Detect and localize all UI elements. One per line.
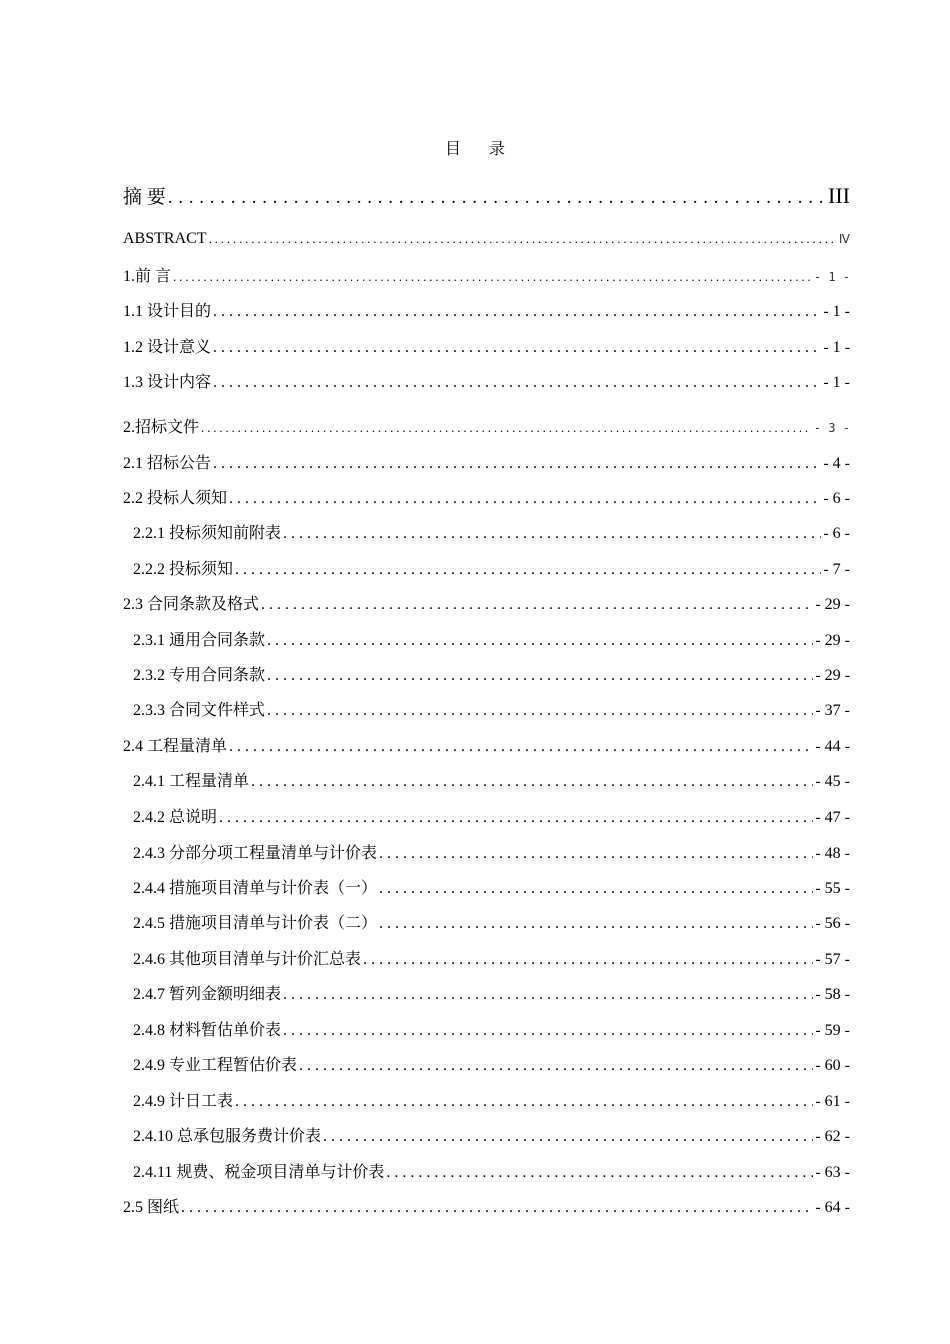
toc-dot-leader	[213, 374, 821, 392]
toc-entry[interactable]	[133, 1159, 850, 1182]
toc-dot-leader	[229, 490, 821, 508]
toc-entry[interactable]	[133, 627, 850, 650]
toc-entry-page-number: - 1 -	[823, 339, 850, 356]
toc-dot-leader	[379, 880, 813, 898]
toc-entry-label: 2.4.1 工程量清单	[133, 773, 250, 790]
toc-entry-page-number: - 29 -	[815, 596, 850, 613]
toc-entry-page-number: - 56 -	[815, 915, 850, 932]
toc-entry[interactable]	[123, 182, 850, 209]
toc-entry-page-number: - 7 -	[823, 561, 850, 578]
toc-entry-label: 2.2.2 投标须知	[133, 561, 234, 578]
toc-entry-label: 2.1 招标公告	[123, 455, 212, 472]
toc-dot-leader	[235, 1093, 813, 1111]
toc-entry-page-number: - 59 -	[815, 1022, 850, 1039]
toc-dot-leader	[173, 269, 812, 285]
toc-entry-page-number: - 62 -	[815, 1128, 850, 1145]
toc-dot-leader	[267, 702, 813, 720]
toc-dot-leader	[379, 915, 813, 933]
toc-entry[interactable]	[123, 263, 850, 286]
toc-entry-page-number: - 63 -	[815, 1164, 850, 1181]
toc-entry-label: 2.4.3 分部分项工程量清单与计价表	[133, 845, 378, 862]
toc-dot-leader	[213, 455, 821, 473]
toc-dot-leader	[379, 845, 813, 863]
toc-entry-page-number: - 44 -	[815, 738, 850, 755]
toc-entry-label: 2.4.9 计日工表	[133, 1093, 234, 1110]
toc-entry-page-number: - 45 -	[815, 773, 850, 790]
toc-entry-page-number: III	[828, 183, 850, 208]
toc-entry-page-number: - 57 -	[815, 951, 850, 968]
toc-entry[interactable]	[133, 840, 850, 863]
toc-entry-label: 2.4 工程量清单	[123, 738, 228, 755]
toc-dot-leader	[219, 809, 813, 827]
toc-entry-label: 2.4.2 总说明	[133, 809, 218, 826]
toc-entry-page-number: - 6 -	[823, 490, 850, 507]
toc-entry[interactable]	[123, 230, 850, 248]
toc-entry[interactable]	[123, 1194, 850, 1217]
toc-entry[interactable]	[133, 910, 850, 933]
toc-entry[interactable]	[133, 520, 850, 543]
toc-entry[interactable]	[123, 591, 850, 614]
toc-dot-leader	[363, 951, 813, 969]
toc-entry[interactable]	[123, 450, 850, 473]
toc-entry-page-number: - 61 -	[815, 1093, 850, 1110]
toc-entry-label: 2.5 图纸	[123, 1199, 180, 1216]
toc-entry[interactable]	[133, 1052, 850, 1075]
toc-dot-leader	[283, 986, 813, 1004]
toc-entry-label: 2.3 合同条款及格式	[123, 596, 260, 613]
toc-entry[interactable]	[123, 298, 850, 321]
toc-entry-page-number: - 58 -	[815, 986, 850, 1003]
toc-dot-leader	[283, 1022, 813, 1040]
toc-entry-page-number: - 29 -	[815, 667, 850, 684]
toc-entry[interactable]	[123, 369, 850, 392]
toc-entry-label: 1.3 设计内容	[123, 374, 212, 391]
toc-dot-leader	[181, 1199, 813, 1217]
toc-entry-page-number: Ⅳ	[838, 232, 850, 246]
toc-entry-label: 摘 要	[123, 187, 166, 208]
toc-entry[interactable]	[133, 697, 850, 720]
toc-entry-page-number: - 4 -	[823, 455, 850, 472]
toc-entry-label: 1.前 言	[123, 268, 172, 285]
toc-entry-page-number: - 48 -	[815, 845, 850, 862]
toc-entry[interactable]	[123, 733, 850, 756]
toc-entry[interactable]	[123, 485, 850, 508]
toc-dot-leader	[283, 525, 821, 543]
toc-dot-leader	[299, 1057, 813, 1075]
toc-entry-label: 1.1 设计目的	[123, 303, 212, 320]
toc-entry[interactable]	[133, 768, 850, 791]
toc-dot-leader	[229, 738, 813, 756]
toc-entry-label: 1.2 设计意义	[123, 339, 212, 356]
toc-dot-leader	[323, 1128, 813, 1146]
toc-title: 目 录	[444, 141, 517, 158]
toc-entry-label: 2.2 投标人须知	[123, 490, 228, 507]
toc-entry[interactable]	[133, 875, 850, 898]
toc-entry-page-number: - 55 -	[815, 880, 850, 897]
toc-entry[interactable]	[133, 1088, 850, 1111]
toc-entry-page-number: - 1 -	[823, 374, 850, 391]
toc-entry-label: 2.2.1 投标须知前附表	[133, 525, 282, 542]
toc-entry[interactable]	[133, 1017, 850, 1040]
toc-entry-label: 2.3.2 专用合同条款	[133, 667, 266, 684]
toc-entry[interactable]	[123, 414, 850, 437]
toc-dot-leader	[267, 667, 813, 685]
toc-entry-label: 2.招标文件	[123, 419, 200, 436]
toc-entry-label: ABSTRACT	[123, 230, 207, 247]
toc-dot-leader	[251, 773, 813, 791]
toc-entry-label: 2.3.1 通用合同条款	[133, 632, 266, 649]
toc-entry-page-number: - 6 -	[823, 525, 850, 542]
toc-entry-label: 2.4.4 措施项目清单与计价表（一）	[133, 880, 378, 897]
toc-entry-page-number: - 1 -	[813, 270, 850, 284]
toc-dot-leader	[213, 339, 821, 357]
toc-entry-page-number: - 3 -	[813, 421, 850, 435]
toc-entry[interactable]	[133, 1123, 850, 1146]
toc-entry-label: 2.4.9 专业工程暂估价表	[133, 1057, 298, 1074]
toc-entry-label: 2.4.7 暂列金额明细表	[133, 986, 282, 1003]
toc-entry-label: 2.3.3 合同文件样式	[133, 702, 266, 719]
toc-dot-leader	[261, 596, 813, 614]
toc-dot-leader	[201, 420, 812, 436]
toc-entry-page-number: - 64 -	[815, 1199, 850, 1216]
toc-entry[interactable]	[133, 946, 850, 969]
toc-dot-leader	[386, 1164, 813, 1182]
toc-entry-label: 2.4.11 规费、税金项目清单与计价表	[133, 1164, 385, 1181]
toc-entry-page-number: - 47 -	[815, 809, 850, 826]
toc-entry-page-number: - 37 -	[815, 702, 850, 719]
toc-dot-leader	[168, 187, 826, 209]
toc-entry-label: 2.4.6 其他项目清单与计价汇总表	[133, 951, 362, 968]
toc-entry-page-number: - 1 -	[823, 303, 850, 320]
toc-entry-label: 2.4.5 措施项目清单与计价表（二）	[133, 915, 378, 932]
toc-entry[interactable]	[133, 804, 850, 827]
toc-entry[interactable]	[133, 556, 850, 579]
toc-entry-label: 2.4.10 总承包服务费计价表	[133, 1128, 322, 1145]
toc-entry[interactable]	[133, 981, 850, 1004]
toc-entry[interactable]	[133, 662, 850, 685]
toc-dot-leader	[213, 303, 821, 321]
toc-dot-leader	[235, 561, 821, 579]
toc-dot-leader	[209, 231, 837, 247]
toc-dot-leader	[267, 632, 813, 650]
toc-entry-page-number: - 29 -	[815, 632, 850, 649]
toc-entry-label: 2.4.8 材料暂估单价表	[133, 1022, 282, 1039]
toc-entry[interactable]	[123, 334, 850, 357]
toc-entry-page-number: - 60 -	[815, 1057, 850, 1074]
